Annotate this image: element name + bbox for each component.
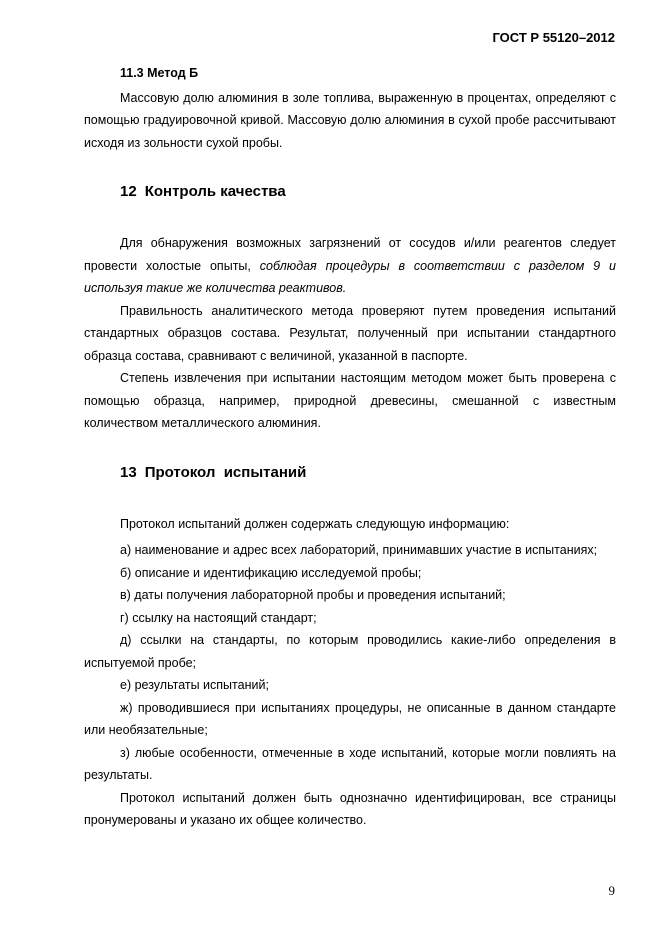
- section-12-paragraph-3: Степень извлечения при испытании настоящим методом может быть проверена с помощью образца, например, природной древесины, смешанной с известным количеством металлического алюминия.: [84, 371, 616, 430]
- page-number: 9: [608, 883, 615, 898]
- section-12-paragraph-1: [84, 232, 616, 300]
- section-12-paragraph-1-text: Для обнаружения возможных загрязнений от сосудов и/или реагентов следует провести холостые опыты,: [84, 236, 616, 273]
- section-13-closing: Протокол испытаний должен быть однозначно идентифицирован, все страницы пронумерованы и указано их общее количество.: [84, 790, 616, 827]
- document-body: [84, 62, 616, 832]
- list-item: в) даты получения лабораторной пробы и проведения испытаний;: [120, 588, 506, 602]
- list-item: б) описание и идентификацию исследуемой пробы;: [120, 565, 422, 580]
- list-item: ж) проводившиеся при испытаниях процедуры, не описанные в данном стандарте или необязательные;: [84, 700, 616, 737]
- section-12-paragraph-2: Правильность аналитического метода проверяют путем проведения испытаний стандартных образцов состава. Результат, полученный при испытании стандартного образца состава, сравнивают с величиной, указанной в паспорте.: [84, 303, 616, 363]
- document-code-header: ГОСТ Р 55120–2012: [492, 30, 615, 45]
- section-12-paragraph-1-italic: соблюдая процедуры в соответствии с разделом 9 и используя такие же количества реактивов: [84, 258, 616, 295]
- section-12-number: 12: [120, 183, 137, 200]
- section-12-title: Контроль качества: [144, 183, 286, 200]
- subsection-11-3-title: 11.3 Метод Б: [120, 66, 199, 80]
- section-13-intro: Протокол испытаний должен содержать следующую информацию:: [120, 516, 510, 531]
- list-item: д) ссылки на стандарты, по которым проводились какие-либо определения в испытуемой пробе;: [84, 633, 616, 670]
- list-item: з) любые особенности, отмеченные в ходе испытаний, которые могли повлиять на результаты.: [84, 745, 616, 782]
- section-13-number: 13: [120, 463, 137, 481]
- section-12-heading: [84, 182, 616, 202]
- list-item: е) результаты испытаний;: [120, 678, 269, 692]
- list-item: г) ссылку на настоящий стандарт;: [120, 610, 317, 625]
- section-13-heading: [84, 463, 616, 483]
- list-item: а) наименование и адрес всех лабораторий, принимавших участие в испытаниях;: [120, 543, 598, 557]
- subsection-11-3-paragraph: Массовую долю алюминия в золе топлива, выраженную в процентах, определяют с помощью градуировочной кривой. Массовую долю алюминия в сухой пробе рассчитывают исходя из зольности сухой пробы.: [84, 90, 616, 150]
- section-12-paragraph-1-end: .: [342, 281, 347, 295]
- section-13-title: Протокол испытаний: [144, 463, 307, 481]
